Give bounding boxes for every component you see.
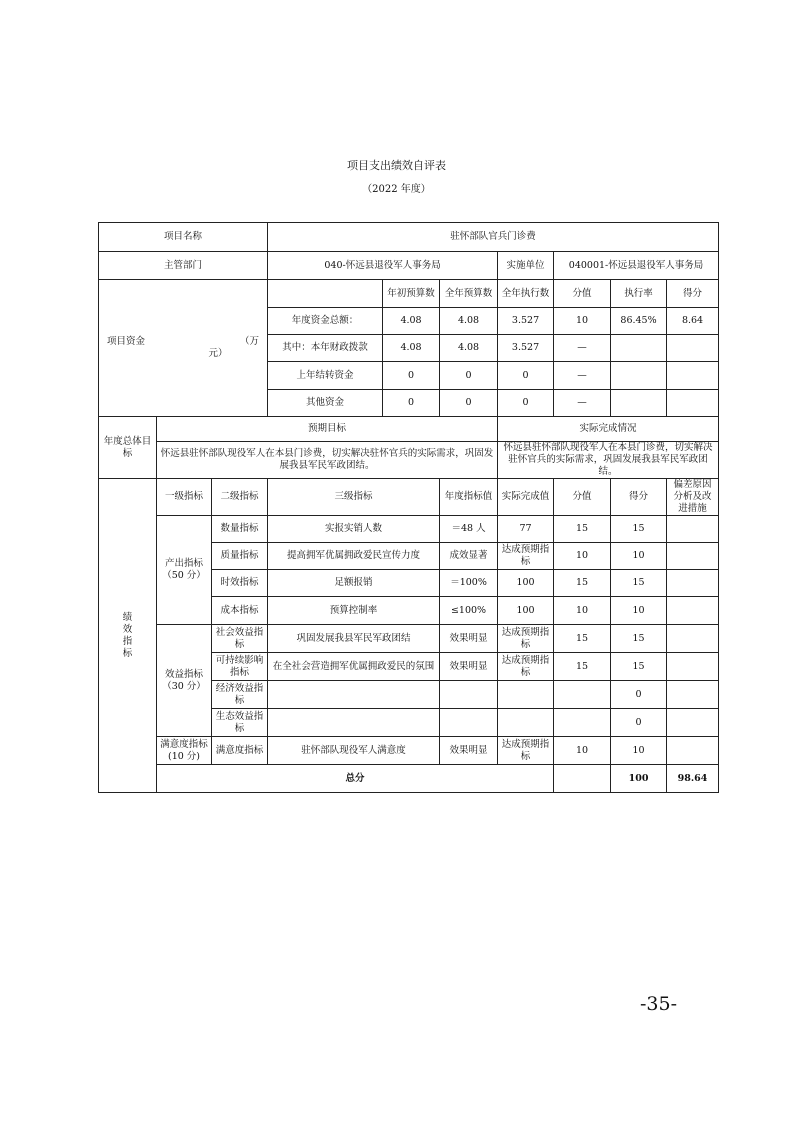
funds-score — [667, 362, 719, 390]
funds-annual: 0 — [440, 362, 498, 390]
indicator-score-value: 15 — [554, 516, 611, 543]
indicator-level3: 巩固发展我县军民军政团结 — [268, 625, 440, 653]
project-name-label: 项目名称 — [99, 223, 268, 252]
evaluation-table — [98, 222, 719, 793]
total-actual-blank — [554, 765, 611, 793]
indicator-deviation — [667, 543, 719, 570]
indicator-score-value: 15 — [554, 570, 611, 597]
indicator-target — [440, 681, 498, 709]
funds-row-label: 年度资金总额： — [268, 308, 383, 335]
total-label: 总分 — [157, 765, 554, 793]
indicator-actual: 达成预期指标 — [498, 653, 554, 681]
funds-unit-open: （万 — [240, 336, 260, 347]
indicator-level2: 时效指标 — [212, 570, 268, 597]
indicator-level2: 数量指标 — [212, 516, 268, 543]
goals-header-row — [99, 417, 719, 442]
page-number: -35- — [640, 993, 678, 1015]
indicator-score-value — [554, 709, 611, 737]
funds-executed: 0 — [498, 362, 554, 390]
indicator-score: 0 — [611, 681, 667, 709]
indicator-actual — [498, 709, 554, 737]
indicator-deviation — [667, 737, 719, 765]
indicators-label — [99, 479, 157, 793]
funds-initial: 0 — [383, 390, 440, 417]
indicator-actual: 100 — [498, 570, 554, 597]
funds-header-executed: 全年执行数 — [498, 280, 554, 308]
indicator-level2: 成本指标 — [212, 597, 268, 625]
funds-row-label: 其中：本年财政拨款 — [268, 335, 383, 362]
funds-header-annual: 全年预算数 — [440, 280, 498, 308]
goals-content-row — [99, 442, 719, 479]
department-row — [99, 252, 719, 280]
indicator-deviation — [667, 597, 719, 625]
indicator-header-deviation: 偏差原因分析及改进措施 — [667, 479, 719, 516]
indicator-level2: 质量指标 — [212, 543, 268, 570]
funds-score-value: — — [554, 335, 611, 362]
indicator-level2: 满意度指标 — [212, 737, 268, 765]
indicator-target: 效果明显 — [440, 737, 498, 765]
goals-expected-text: 怀远县驻怀部队现役军人在本县门诊费，切实解决驻怀官兵的实际需求，巩固发展我县军民军政团结。 — [157, 442, 498, 479]
indicator-score-value: 15 — [554, 625, 611, 653]
total-score: 98.64 — [667, 765, 719, 793]
funds-score — [667, 335, 719, 362]
funds-row-label: 上年结转资金 — [268, 362, 383, 390]
indicator-deviation — [667, 653, 719, 681]
funds-header-rate: 执行率 — [611, 280, 667, 308]
indicator-score-value: 10 — [554, 543, 611, 570]
funds-rate — [611, 390, 667, 417]
indicator-score: 0 — [611, 709, 667, 737]
indicator-score: 10 — [611, 543, 667, 570]
indicator-target: 效果明显 — [440, 653, 498, 681]
goals-label: 年度总体目标 — [99, 417, 157, 479]
funds-score-value: — — [554, 362, 611, 390]
page-subtitle: （2022 年度） — [362, 184, 431, 195]
indicator-deviation — [667, 516, 719, 543]
indicator-level2: 生态效益指标 — [212, 709, 268, 737]
indicator-actual: 达成预期指标 — [498, 543, 554, 570]
indicator-deviation — [667, 681, 719, 709]
indicator-deviation — [667, 709, 719, 737]
project-name-row — [99, 223, 719, 252]
funds-header-initial: 年初预算数 — [383, 280, 440, 308]
funds-annual: 0 — [440, 390, 498, 417]
total-row — [99, 765, 719, 793]
funds-annual: 4.08 — [440, 308, 498, 335]
indicator-target: ＝48 人 — [440, 516, 498, 543]
indicator-actual — [498, 681, 554, 709]
indicator-row — [99, 625, 719, 653]
goals-actual-text: 怀远县驻怀部队现役军人在本县门诊费，切实解决驻怀官兵的实际需求，巩固发展我县军民军政团结。 — [498, 442, 719, 479]
indicator-row — [99, 516, 719, 543]
funds-initial: 0 — [383, 362, 440, 390]
indicator-score: 10 — [611, 737, 667, 765]
indicator-target: ≤100% — [440, 597, 498, 625]
indicator-score-value: 10 — [554, 597, 611, 625]
indicator-header-score: 得分 — [611, 479, 667, 516]
department-value: 040-怀远县退役军人事务局 — [268, 252, 498, 280]
indicator-level2: 可持续影响指标 — [212, 653, 268, 681]
funds-label-cell — [99, 280, 268, 417]
project-name-value: 驻怀部队官兵门诊费 — [268, 223, 719, 252]
indicator-actual: 达成预期指标 — [498, 737, 554, 765]
indicator-level1: 满意度指标(10 分) — [157, 737, 212, 765]
indicator-score-value: 15 — [554, 653, 611, 681]
indicator-score-value — [554, 681, 611, 709]
funds-header-score: 得分 — [667, 280, 719, 308]
page-title: 项目支出绩效自评表 — [347, 159, 446, 172]
total-score-value: 100 — [611, 765, 667, 793]
goals-expected-header: 预期目标 — [157, 417, 498, 442]
funds-rate — [611, 335, 667, 362]
funds-initial: 4.08 — [383, 308, 440, 335]
funds-score-value: — — [554, 390, 611, 417]
indicator-header-level3: 三级指标 — [268, 479, 440, 516]
indicator-level3: 实报实销人数 — [268, 516, 440, 543]
indicators-label-text: 绩效指标 — [122, 611, 133, 659]
indicator-score: 15 — [611, 625, 667, 653]
goals-actual-header: 实际完成情况 — [498, 417, 719, 442]
funds-header-blank — [268, 280, 383, 308]
indicator-level1: 效益指标（30 分） — [157, 625, 212, 737]
indicator-header-actual: 实际完成值 — [498, 479, 554, 516]
funds-rate: 86.45% — [611, 308, 667, 335]
indicator-deviation — [667, 570, 719, 597]
indicator-level3: 在全社会营造拥军优属拥政爱民的氛围 — [268, 653, 440, 681]
indicator-level3: 预算控制率 — [268, 597, 440, 625]
indicator-level3 — [268, 681, 440, 709]
funds-header-score-value: 分值 — [554, 280, 611, 308]
indicator-level2: 社会效益指标 — [212, 625, 268, 653]
funds-executed: 3.527 — [498, 308, 554, 335]
funds-score-value: 10 — [554, 308, 611, 335]
indicator-deviation — [667, 625, 719, 653]
indicator-header-score-value: 分值 — [554, 479, 611, 516]
funds-rate — [611, 362, 667, 390]
funds-executed: 0 — [498, 390, 554, 417]
funds-annual: 4.08 — [440, 335, 498, 362]
indicator-level3: 驻怀部队现役军人满意度 — [268, 737, 440, 765]
indicator-level1: 产出指标（50 分） — [157, 516, 212, 625]
indicator-actual: 77 — [498, 516, 554, 543]
indicator-actual: 达成预期指标 — [498, 625, 554, 653]
indicator-target: ＝100% — [440, 570, 498, 597]
indicator-level2: 经济效益指标 — [212, 681, 268, 709]
indicator-score: 15 — [611, 653, 667, 681]
department-label: 主管部门 — [99, 252, 268, 280]
indicator-actual: 100 — [498, 597, 554, 625]
funds-score — [667, 390, 719, 417]
impl-unit-label: 实施单位 — [498, 252, 554, 280]
indicator-level3 — [268, 709, 440, 737]
funds-score: 8.64 — [667, 308, 719, 335]
funds-executed: 3.527 — [498, 335, 554, 362]
indicator-score: 10 — [611, 597, 667, 625]
indicator-level3: 足额报销 — [268, 570, 440, 597]
indicator-header-level2: 二级指标 — [212, 479, 268, 516]
funds-label: 项目资金 — [107, 336, 146, 347]
indicator-row — [99, 737, 719, 765]
indicator-header-row — [99, 479, 719, 516]
indicator-header-target: 年度指标值 — [440, 479, 498, 516]
funds-row-label: 其他资金 — [268, 390, 383, 417]
indicator-level3: 提高拥军优属拥政爱民宣传力度 — [268, 543, 440, 570]
indicator-target: 效果明显 — [440, 625, 498, 653]
funds-unit-close: 元） — [208, 348, 228, 359]
indicator-score: 15 — [611, 516, 667, 543]
indicator-score: 15 — [611, 570, 667, 597]
funds-header-row — [99, 280, 719, 308]
indicator-score-value: 10 — [554, 737, 611, 765]
indicator-header-level1: 一级指标 — [157, 479, 212, 516]
impl-unit-value: 040001-怀远县退役军人事务局 — [554, 252, 719, 280]
indicator-target — [440, 709, 498, 737]
indicator-target: 成效显著 — [440, 543, 498, 570]
funds-initial: 4.08 — [383, 335, 440, 362]
funds-label-line — [101, 336, 265, 348]
